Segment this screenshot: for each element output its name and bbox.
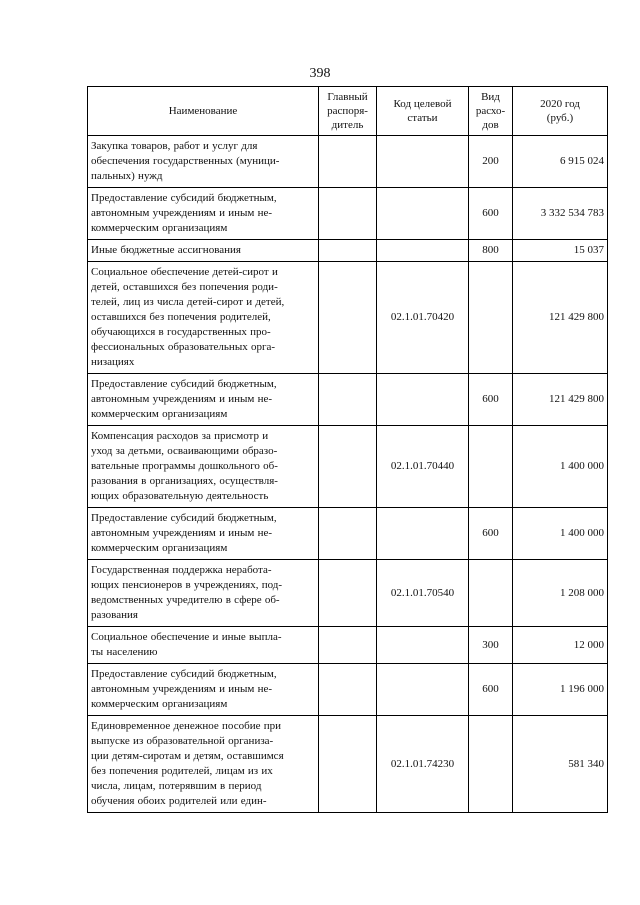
- row-amount: 1 400 000: [513, 426, 608, 508]
- table-header-row: [88, 87, 608, 136]
- row-kind: [469, 262, 513, 374]
- row-code: [377, 627, 469, 664]
- table-row: [88, 508, 608, 560]
- row-kind: [469, 716, 513, 813]
- header-amount: 2020 год (руб.): [513, 87, 608, 136]
- row-amount: 121 429 800: [513, 374, 608, 426]
- table-row: [88, 627, 608, 664]
- header-name: Наименование: [88, 87, 319, 136]
- row-amount: 1 400 000: [513, 508, 608, 560]
- table-row: [88, 240, 608, 262]
- row-kind: 800: [469, 240, 513, 262]
- row-kind: 600: [469, 374, 513, 426]
- row-amount: 581 340: [513, 716, 608, 813]
- row-kind: [469, 426, 513, 508]
- row-amount: 12 000: [513, 627, 608, 664]
- row-kind: 600: [469, 508, 513, 560]
- row-code: [377, 508, 469, 560]
- row-code: [377, 136, 469, 188]
- row-manager: [319, 664, 377, 716]
- row-name: Государственная поддержка неработа- ющих пенсионеров в учреждениях, под- ведомственных учредителю в сфере об- разования: [88, 560, 319, 627]
- row-name: Единовременное денежное пособие при выпуске из образовательной организа- ции детям-сиротам и детям, оставшимся без попечения родителей, лицам из их числа, лицам, потерявшим в период обучения обоих родителей или един-: [88, 716, 319, 813]
- row-manager: [319, 188, 377, 240]
- row-name: Социальное обеспечение и иные выпла- ты населению: [88, 627, 319, 664]
- row-amount: 121 429 800: [513, 262, 608, 374]
- row-code: 02.1.01.70440: [377, 426, 469, 508]
- row-name: Социальное обеспечение детей-сирот и детей, оставшихся без попечения роди- телей, лиц из числа детей-сирот и детей, оставшихся без попечения родителей, обучающихся в государственных про- фессиональных образовательных орга- низациях: [88, 262, 319, 374]
- row-name: Предоставление субсидий бюджетным, автономным учреждениям и иным не- коммерческим организациям: [88, 374, 319, 426]
- row-manager: [319, 374, 377, 426]
- row-manager: [319, 240, 377, 262]
- row-amount: 6 915 024: [513, 136, 608, 188]
- row-amount: 1 196 000: [513, 664, 608, 716]
- row-name: Компенсация расходов за присмотр и уход за детьми, осваивающими образо- вательные программы дошкольного об- разования в организациях, осуществля- ющих образовательную деятельность: [88, 426, 319, 508]
- row-kind: 600: [469, 664, 513, 716]
- row-manager: [319, 508, 377, 560]
- table-row: [88, 262, 608, 374]
- table-row: [88, 136, 608, 188]
- row-amount: 3 332 534 783: [513, 188, 608, 240]
- row-manager: [319, 716, 377, 813]
- table-row: [88, 426, 608, 508]
- row-manager: [319, 627, 377, 664]
- table-row: [88, 374, 608, 426]
- row-kind: 300: [469, 627, 513, 664]
- table-row: [88, 188, 608, 240]
- page-number: 398: [309, 66, 331, 81]
- row-code: [377, 664, 469, 716]
- header-kind: Вид расхо- дов: [469, 87, 513, 136]
- row-amount: 15 037: [513, 240, 608, 262]
- row-code: [377, 374, 469, 426]
- row-code: [377, 240, 469, 262]
- table-row: [88, 664, 608, 716]
- header-manager: Главный распоря- дитель: [319, 87, 377, 136]
- row-kind: [469, 560, 513, 627]
- row-code: 02.1.01.70540: [377, 560, 469, 627]
- row-amount: 1 208 000: [513, 560, 608, 627]
- budget-table: [87, 86, 608, 813]
- row-manager: [319, 426, 377, 508]
- row-name: Предоставление субсидий бюджетным, автономным учреждениям и иным не- коммерческим организациям: [88, 508, 319, 560]
- row-kind: 600: [469, 188, 513, 240]
- row-name: Иные бюджетные ассигнования: [88, 240, 319, 262]
- row-name: Закупка товаров, работ и услуг для обеспечения государственных (муници- пальных) нужд: [88, 136, 319, 188]
- header-code: Код целевой статьи: [377, 87, 469, 136]
- row-code: 02.1.01.70420: [377, 262, 469, 374]
- table-row: [88, 560, 608, 627]
- table-row: [88, 716, 608, 813]
- row-manager: [319, 136, 377, 188]
- row-code: 02.1.01.74230: [377, 716, 469, 813]
- row-manager: [319, 262, 377, 374]
- row-name: Предоставление субсидий бюджетным, автономным учреждениям и иным не- коммерческим организациям: [88, 188, 319, 240]
- row-kind: 200: [469, 136, 513, 188]
- row-name: Предоставление субсидий бюджетным, автономным учреждениям и иным не- коммерческим организациям: [88, 664, 319, 716]
- row-code: [377, 188, 469, 240]
- row-manager: [319, 560, 377, 627]
